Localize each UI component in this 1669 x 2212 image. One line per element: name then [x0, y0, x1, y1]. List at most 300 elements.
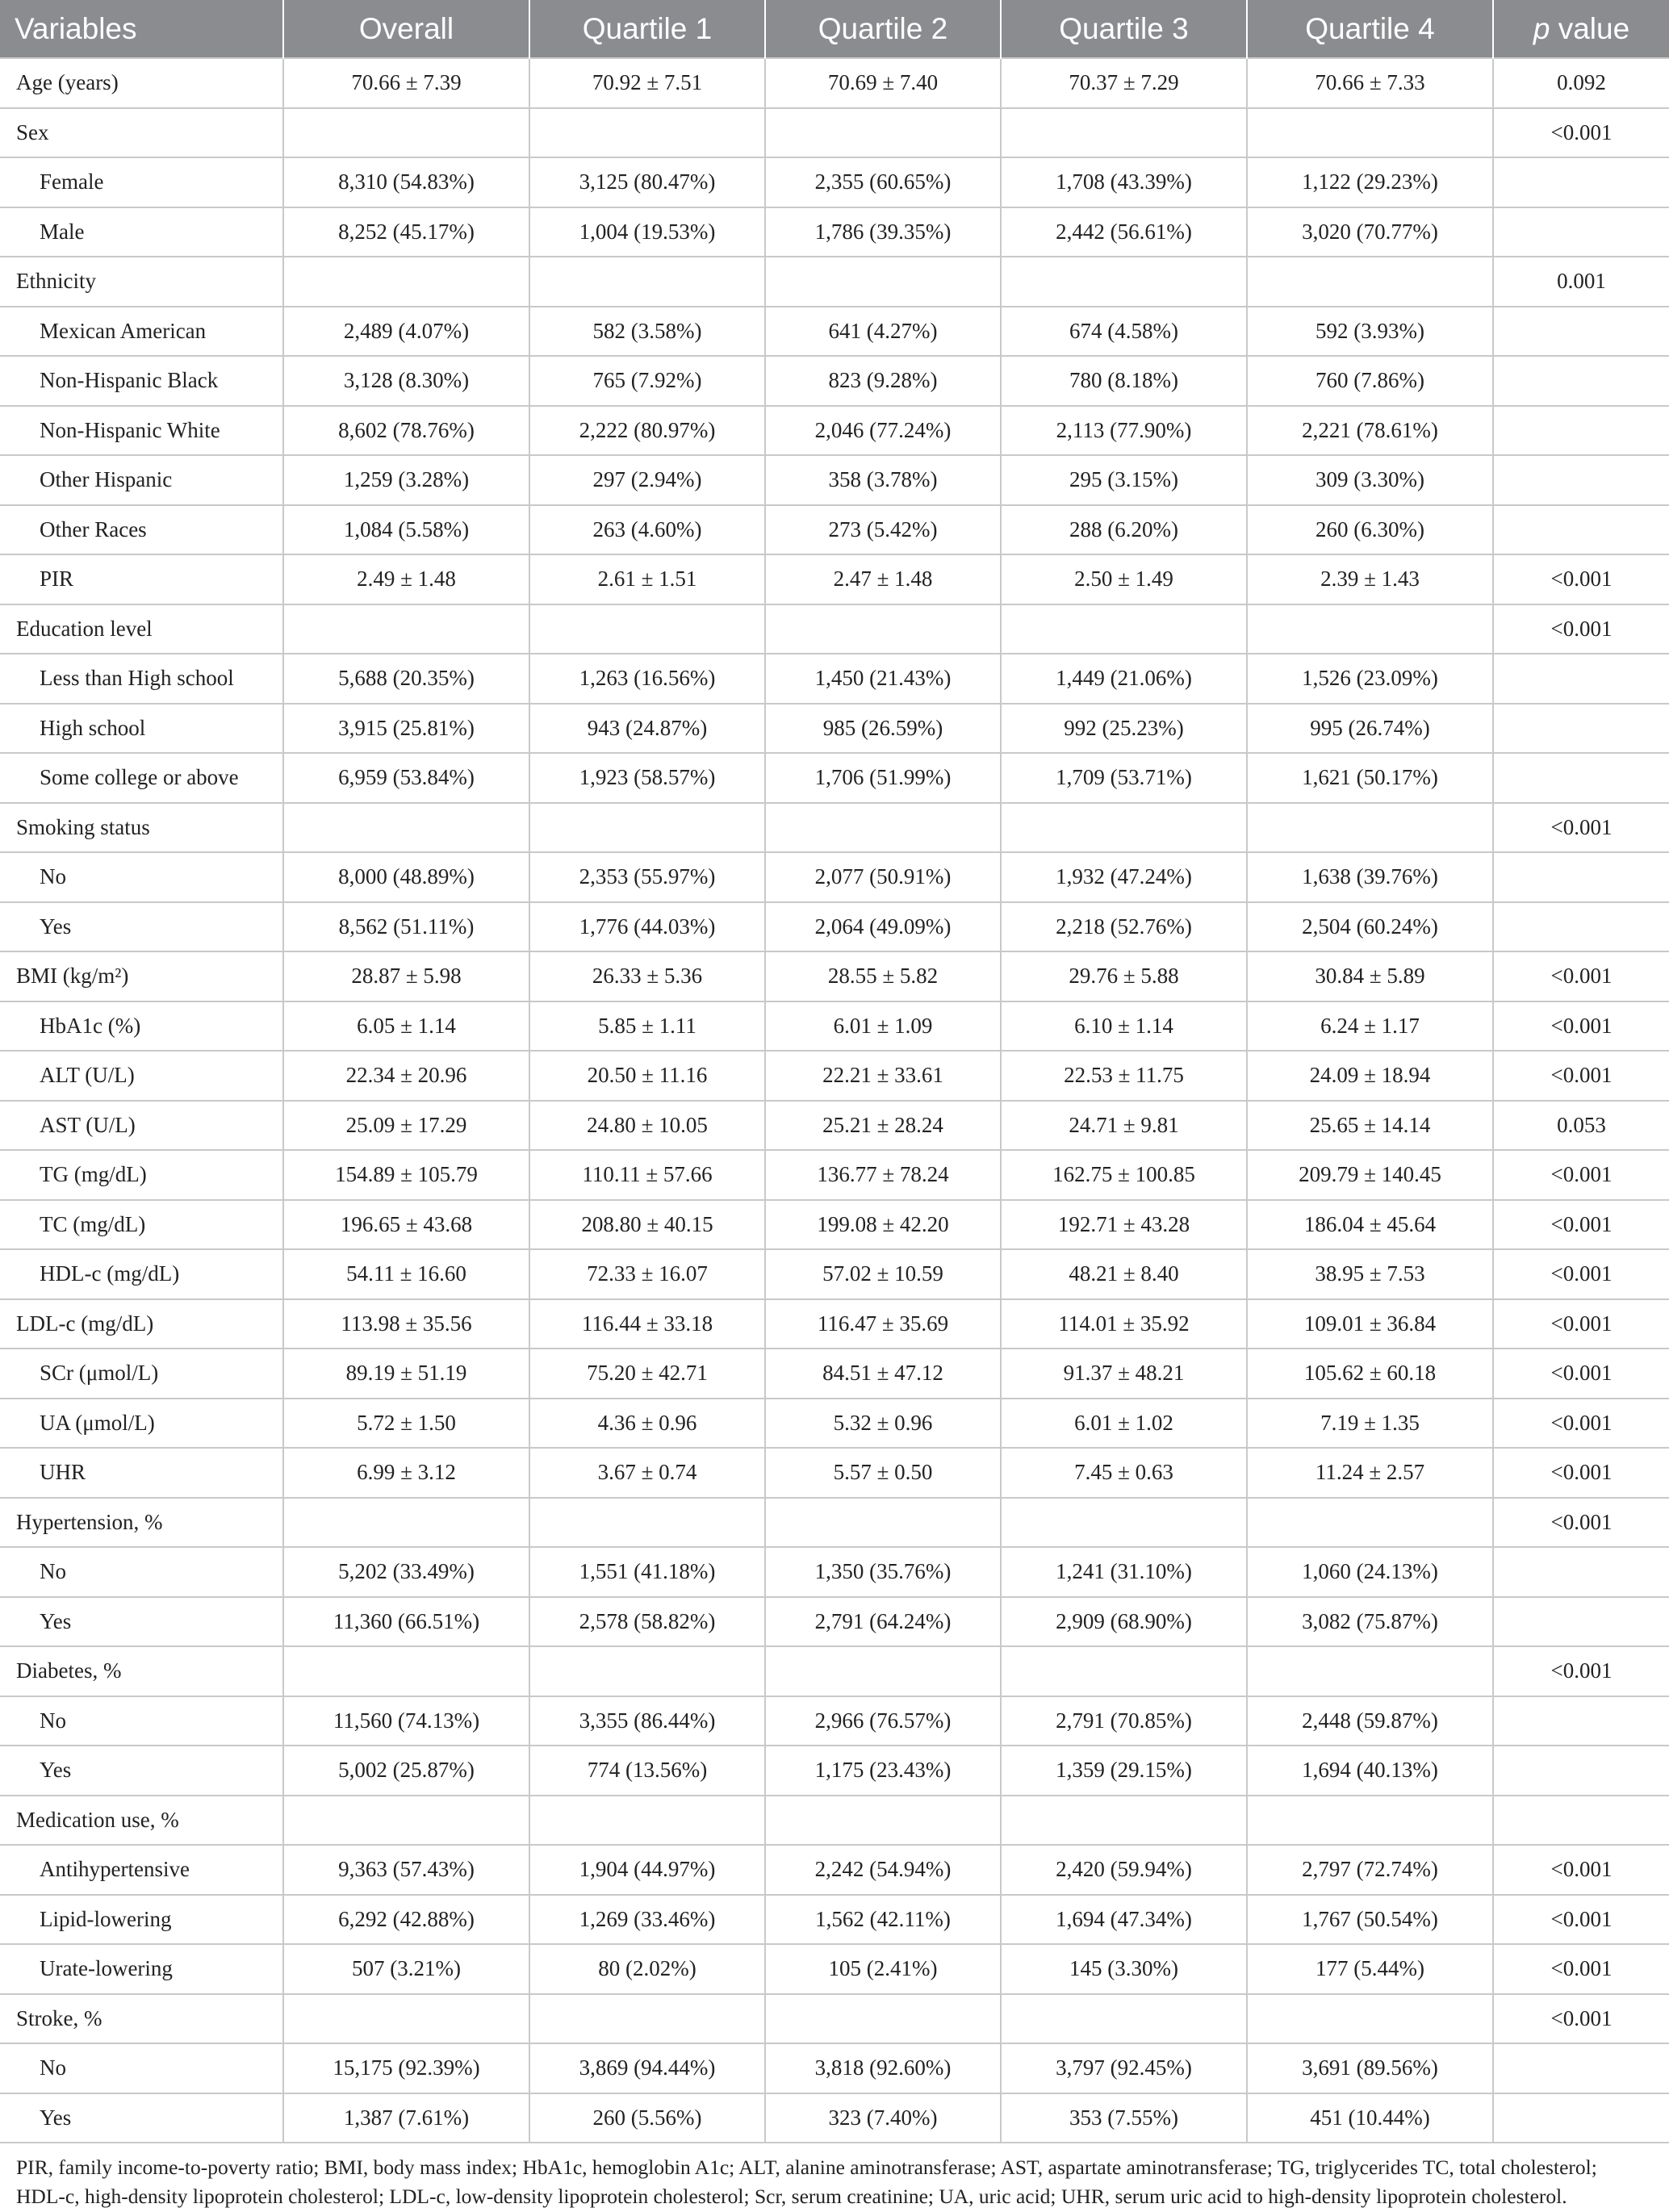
cell-quartile-1: 24.80 ± 10.05 [529, 1101, 765, 1151]
cell-overall: 8,562 (51.11%) [283, 902, 529, 952]
cell-overall: 28.87 ± 5.98 [283, 951, 529, 1001]
cell-p-value: <0.001 [1493, 1448, 1669, 1498]
cell-quartile-1 [529, 1646, 765, 1696]
table-row [0, 554, 1669, 604]
cell-quartile-4 [1247, 1994, 1493, 2044]
cell-quartile-4 [1247, 1796, 1493, 1846]
cell-p-value [1493, 1597, 1669, 1647]
cell-quartile-4: 38.95 ± 7.53 [1247, 1249, 1493, 1299]
cell-overall: 6.99 ± 3.12 [283, 1448, 529, 1498]
variable-label: AST (U/L) [0, 1101, 283, 1151]
cell-p-value [1493, 902, 1669, 952]
cell-p-value: 0.092 [1493, 58, 1669, 108]
cell-quartile-3: 192.71 ± 43.28 [1001, 1200, 1247, 1250]
header-row [0, 0, 1669, 58]
cell-quartile-4: 1,638 (39.76%) [1247, 852, 1493, 902]
cell-quartile-4 [1247, 1498, 1493, 1548]
cell-quartile-1: 1,923 (58.57%) [529, 753, 765, 803]
cell-quartile-3: 2,909 (68.90%) [1001, 1597, 1247, 1647]
header-overall: Overall [283, 0, 529, 58]
cell-quartile-4: 3,082 (75.87%) [1247, 1597, 1493, 1647]
cell-quartile-3: 2,218 (52.76%) [1001, 902, 1247, 952]
table-row [0, 1845, 1669, 1895]
cell-quartile-1: 1,904 (44.97%) [529, 1845, 765, 1895]
cell-overall [283, 1796, 529, 1846]
cell-quartile-1: 3.67 ± 0.74 [529, 1448, 765, 1498]
cell-quartile-3: 2,442 (56.61%) [1001, 207, 1247, 257]
variable-label: UHR [0, 1448, 283, 1498]
header-p-italic: p [1533, 11, 1550, 45]
cell-quartile-4 [1247, 803, 1493, 853]
variable-label: BMI (kg/m²) [0, 951, 283, 1001]
cell-overall: 3,915 (25.81%) [283, 704, 529, 754]
table-row [0, 1150, 1669, 1200]
cell-p-value: <0.001 [1493, 1150, 1669, 1200]
cell-p-value: <0.001 [1493, 604, 1669, 654]
cell-quartile-2: 3,818 (92.60%) [765, 2043, 1001, 2093]
cell-overall: 507 (3.21%) [283, 1944, 529, 1994]
cell-quartile-1: 582 (3.58%) [529, 307, 765, 357]
cell-quartile-1: 5.85 ± 1.11 [529, 1001, 765, 1052]
table-row [0, 1448, 1669, 1498]
cell-quartile-3: 992 (25.23%) [1001, 704, 1247, 754]
cell-p-value: <0.001 [1493, 1249, 1669, 1299]
variable-label: Stroke, % [0, 1994, 283, 2044]
cell-quartile-4: 1,621 (50.17%) [1247, 753, 1493, 803]
cell-quartile-3: 1,694 (47.34%) [1001, 1895, 1247, 1945]
variable-label: Female [0, 157, 283, 207]
variable-label: Ethnicity [0, 257, 283, 307]
cell-p-value [1493, 307, 1669, 357]
table-row [0, 406, 1669, 456]
cell-quartile-2: 358 (3.78%) [765, 455, 1001, 505]
cell-overall [283, 1498, 529, 1548]
cell-overall: 5,688 (20.35%) [283, 654, 529, 704]
header-p-value [1493, 0, 1669, 58]
cell-p-value [1493, 1696, 1669, 1746]
table-row [0, 1299, 1669, 1349]
cell-quartile-4: 186.04 ± 45.64 [1247, 1200, 1493, 1250]
table-row [0, 108, 1669, 158]
cell-quartile-1: 4.36 ± 0.96 [529, 1399, 765, 1449]
variable-label: Yes [0, 1746, 283, 1796]
cell-quartile-1: 3,355 (86.44%) [529, 1696, 765, 1746]
cell-quartile-2: 6.01 ± 1.09 [765, 1001, 1001, 1052]
cell-quartile-3: 3,797 (92.45%) [1001, 2043, 1247, 2093]
cell-p-value: <0.001 [1493, 951, 1669, 1001]
cell-quartile-2: 2.47 ± 1.48 [765, 554, 1001, 604]
cell-overall: 6,292 (42.88%) [283, 1895, 529, 1945]
cell-overall: 89.19 ± 51.19 [283, 1349, 529, 1399]
cell-quartile-4: 7.19 ± 1.35 [1247, 1399, 1493, 1449]
cell-overall: 1,259 (3.28%) [283, 455, 529, 505]
cell-p-value: <0.001 [1493, 1498, 1669, 1548]
cell-overall: 8,000 (48.89%) [283, 852, 529, 902]
cell-quartile-2: 70.69 ± 7.40 [765, 58, 1001, 108]
variable-label: No [0, 1547, 283, 1597]
table-row [0, 1349, 1669, 1399]
cell-overall: 6.05 ± 1.14 [283, 1001, 529, 1052]
cell-overall [283, 108, 529, 158]
header-quartile-3: Quartile 3 [1001, 0, 1247, 58]
cell-quartile-4: 70.66 ± 7.33 [1247, 58, 1493, 108]
cell-p-value: <0.001 [1493, 803, 1669, 853]
cell-quartile-2 [765, 803, 1001, 853]
cell-overall: 8,602 (78.76%) [283, 406, 529, 456]
cell-quartile-3: 2,791 (70.85%) [1001, 1696, 1247, 1746]
cell-p-value: 0.001 [1493, 257, 1669, 307]
cell-p-value [1493, 852, 1669, 902]
cell-overall: 11,560 (74.13%) [283, 1696, 529, 1746]
cell-overall: 70.66 ± 7.39 [283, 58, 529, 108]
cell-quartile-3: 780 (8.18%) [1001, 356, 1247, 406]
table-row [0, 604, 1669, 654]
table-row [0, 1696, 1669, 1746]
table-row [0, 902, 1669, 952]
footnote-line-2: HDL-c, high-density lipoprotein cholesterol; LDL-c, low-density lipoprotein cholesterol; Scr, serum creatinine; UA, uric acid; UHR, serum uric acid to high-density lipoprotein cholesterol. [16, 2185, 1567, 2208]
cell-quartile-3: 1,708 (43.39%) [1001, 157, 1247, 207]
cell-p-value: <0.001 [1493, 1001, 1669, 1052]
cell-p-value: <0.001 [1493, 108, 1669, 158]
cell-quartile-3: 162.75 ± 100.85 [1001, 1150, 1247, 1200]
cell-p-value: 0.053 [1493, 1101, 1669, 1151]
cell-quartile-1 [529, 604, 765, 654]
cell-p-value [1493, 455, 1669, 505]
variable-label: ALT (U/L) [0, 1051, 283, 1101]
cell-p-value: <0.001 [1493, 554, 1669, 604]
table-row [0, 1895, 1669, 1945]
variable-label: Yes [0, 902, 283, 952]
cell-quartile-1 [529, 257, 765, 307]
table-row [0, 1597, 1669, 1647]
cell-quartile-3: 1,241 (31.10%) [1001, 1547, 1247, 1597]
variable-label: Urate-lowering [0, 1944, 283, 1994]
cell-quartile-2: 116.47 ± 35.69 [765, 1299, 1001, 1349]
variable-label: Smoking status [0, 803, 283, 853]
cell-quartile-4: 25.65 ± 14.14 [1247, 1101, 1493, 1151]
variable-label: Lipid-lowering [0, 1895, 283, 1945]
footnote-line-1: PIR, family income-to-poverty ratio; BMI, body mass index; HbA1c, hemoglobin A1c; ALT, alanine aminotransferase; AST, aspartate aminotransferase; TG, triglycerides TC, total cholesterol; [16, 2156, 1597, 2179]
cell-quartile-4: 2.39 ± 1.43 [1247, 554, 1493, 604]
table-header [0, 0, 1669, 58]
table-row [0, 1498, 1669, 1548]
variable-label: TG (mg/dL) [0, 1150, 283, 1200]
cell-quartile-4: 3,020 (70.77%) [1247, 207, 1493, 257]
table-row [0, 1746, 1669, 1796]
variable-label: Age (years) [0, 58, 283, 108]
table-row [0, 505, 1669, 555]
variable-label: No [0, 852, 283, 902]
cell-quartile-4: 2,448 (59.87%) [1247, 1696, 1493, 1746]
cell-p-value: <0.001 [1493, 1895, 1669, 1945]
cell-quartile-4: 109.01 ± 36.84 [1247, 1299, 1493, 1349]
cell-quartile-3 [1001, 257, 1247, 307]
cell-quartile-2: 105 (2.41%) [765, 1944, 1001, 1994]
cell-overall: 8,252 (45.17%) [283, 207, 529, 257]
cell-quartile-3: 295 (3.15%) [1001, 455, 1247, 505]
cell-quartile-3: 1,359 (29.15%) [1001, 1746, 1247, 1796]
cell-quartile-1: 80 (2.02%) [529, 1944, 765, 1994]
table-row [0, 58, 1669, 108]
cell-quartile-3: 6.10 ± 1.14 [1001, 1001, 1247, 1052]
cell-quartile-4: 1,526 (23.09%) [1247, 654, 1493, 704]
cell-quartile-4: 2,797 (72.74%) [1247, 1845, 1493, 1895]
cell-quartile-4: 6.24 ± 1.17 [1247, 1001, 1493, 1052]
cell-p-value [1493, 753, 1669, 803]
cell-quartile-3 [1001, 108, 1247, 158]
table-row [0, 1547, 1669, 1597]
cell-quartile-2: 28.55 ± 5.82 [765, 951, 1001, 1001]
cell-p-value [1493, 505, 1669, 555]
cell-quartile-1: 75.20 ± 42.71 [529, 1349, 765, 1399]
variable-label: HDL-c (mg/dL) [0, 1249, 283, 1299]
cell-p-value [1493, 157, 1669, 207]
cell-quartile-2 [765, 604, 1001, 654]
table-row [0, 307, 1669, 357]
cell-quartile-2: 199.08 ± 42.20 [765, 1200, 1001, 1250]
cell-quartile-4: 760 (7.86%) [1247, 356, 1493, 406]
cell-overall [283, 803, 529, 853]
cell-quartile-2 [765, 1796, 1001, 1846]
cell-p-value [1493, 356, 1669, 406]
cell-quartile-2 [765, 257, 1001, 307]
cell-quartile-4: 1,767 (50.54%) [1247, 1895, 1493, 1945]
variable-label: Education level [0, 604, 283, 654]
cell-quartile-1 [529, 108, 765, 158]
cell-quartile-4 [1247, 257, 1493, 307]
cell-quartile-4: 1,122 (29.23%) [1247, 157, 1493, 207]
cell-quartile-3 [1001, 1498, 1247, 1548]
variable-label: High school [0, 704, 283, 754]
variable-label: Sex [0, 108, 283, 158]
cell-p-value: <0.001 [1493, 1349, 1669, 1399]
cell-quartile-1: 70.92 ± 7.51 [529, 58, 765, 108]
cell-quartile-4: 11.24 ± 2.57 [1247, 1448, 1493, 1498]
variable-label: PIR [0, 554, 283, 604]
cell-quartile-2: 1,562 (42.11%) [765, 1895, 1001, 1945]
cell-overall: 54.11 ± 16.60 [283, 1249, 529, 1299]
table-row [0, 753, 1669, 803]
cell-quartile-1: 2.61 ± 1.51 [529, 554, 765, 604]
cell-p-value [1493, 2093, 1669, 2143]
cell-quartile-1: 26.33 ± 5.36 [529, 951, 765, 1001]
cell-overall: 3,128 (8.30%) [283, 356, 529, 406]
table-row [0, 1994, 1669, 2044]
cell-overall [283, 604, 529, 654]
cell-quartile-4: 24.09 ± 18.94 [1247, 1051, 1493, 1101]
cell-quartile-1: 3,125 (80.47%) [529, 157, 765, 207]
cell-p-value: <0.001 [1493, 1299, 1669, 1349]
table-row [0, 803, 1669, 853]
cell-quartile-1 [529, 1796, 765, 1846]
cell-p-value: <0.001 [1493, 1646, 1669, 1696]
cell-p-value [1493, 1547, 1669, 1597]
cell-p-value [1493, 654, 1669, 704]
cell-quartile-2: 1,786 (39.35%) [765, 207, 1001, 257]
cell-quartile-4: 1,694 (40.13%) [1247, 1746, 1493, 1796]
cell-quartile-2: 985 (26.59%) [765, 704, 1001, 754]
variable-label: HbA1c (%) [0, 1001, 283, 1052]
variable-label: Other Races [0, 505, 283, 555]
cell-quartile-3: 288 (6.20%) [1001, 505, 1247, 555]
cell-quartile-1: 116.44 ± 33.18 [529, 1299, 765, 1349]
table-row [0, 455, 1669, 505]
cell-quartile-2: 5.32 ± 0.96 [765, 1399, 1001, 1449]
cell-quartile-1 [529, 1498, 765, 1548]
variable-label: UA (μmol/L) [0, 1399, 283, 1449]
cell-quartile-2: 1,450 (21.43%) [765, 654, 1001, 704]
table-row [0, 1001, 1669, 1052]
cell-quartile-3: 353 (7.55%) [1001, 2093, 1247, 2143]
cell-overall: 8,310 (54.83%) [283, 157, 529, 207]
cell-quartile-3: 2,113 (77.90%) [1001, 406, 1247, 456]
table-row [0, 654, 1669, 704]
cell-overall: 6,959 (53.84%) [283, 753, 529, 803]
cell-quartile-2 [765, 1498, 1001, 1548]
cell-overall: 154.89 ± 105.79 [283, 1150, 529, 1200]
cell-overall: 1,084 (5.58%) [283, 505, 529, 555]
header-p-rest: value [1550, 11, 1630, 45]
table-row [0, 1646, 1669, 1696]
cell-p-value [1493, 406, 1669, 456]
cell-overall [283, 257, 529, 307]
table-row [0, 1796, 1669, 1846]
cell-overall: 196.65 ± 43.68 [283, 1200, 529, 1250]
cell-quartile-2: 136.77 ± 78.24 [765, 1150, 1001, 1200]
table-row [0, 2093, 1669, 2143]
variable-label: Hypertension, % [0, 1498, 283, 1548]
cell-quartile-4: 177 (5.44%) [1247, 1944, 1493, 1994]
table-row [0, 1249, 1669, 1299]
cell-quartile-2: 1,175 (23.43%) [765, 1746, 1001, 1796]
variable-label: LDL-c (mg/dL) [0, 1299, 283, 1349]
cell-quartile-4: 2,221 (78.61%) [1247, 406, 1493, 456]
cell-quartile-4: 260 (6.30%) [1247, 505, 1493, 555]
cell-quartile-1: 943 (24.87%) [529, 704, 765, 754]
cell-quartile-4: 105.62 ± 60.18 [1247, 1349, 1493, 1399]
cell-quartile-1: 2,578 (58.82%) [529, 1597, 765, 1647]
cell-quartile-1: 20.50 ± 11.16 [529, 1051, 765, 1101]
cell-p-value [1493, 1796, 1669, 1846]
cell-overall: 5,002 (25.87%) [283, 1746, 529, 1796]
cell-quartile-1: 774 (13.56%) [529, 1746, 765, 1796]
variable-label: Other Hispanic [0, 455, 283, 505]
cell-p-value: <0.001 [1493, 1200, 1669, 1250]
variable-label: Medication use, % [0, 1796, 283, 1846]
cell-quartile-4: 592 (3.93%) [1247, 307, 1493, 357]
cell-quartile-3: 70.37 ± 7.29 [1001, 58, 1247, 108]
cell-quartile-3: 7.45 ± 0.63 [1001, 1448, 1247, 1498]
cell-quartile-3 [1001, 803, 1247, 853]
cell-p-value: <0.001 [1493, 1994, 1669, 2044]
table-row [0, 2043, 1669, 2093]
table-footnote [16, 2153, 1654, 2211]
header-quartile-2: Quartile 2 [765, 0, 1001, 58]
variable-label: Yes [0, 1597, 283, 1647]
cell-quartile-2: 323 (7.40%) [765, 2093, 1001, 2143]
cell-quartile-2 [765, 1994, 1001, 2044]
table-row [0, 951, 1669, 1001]
cell-quartile-3: 674 (4.58%) [1001, 307, 1247, 357]
table-row [0, 356, 1669, 406]
cell-quartile-2: 2,242 (54.94%) [765, 1845, 1001, 1895]
cell-quartile-2: 5.57 ± 0.50 [765, 1448, 1001, 1498]
cell-p-value: <0.001 [1493, 1845, 1669, 1895]
cell-p-value [1493, 207, 1669, 257]
cell-quartile-3 [1001, 1646, 1247, 1696]
cell-quartile-1: 208.80 ± 40.15 [529, 1200, 765, 1250]
cell-quartile-2: 2,966 (76.57%) [765, 1696, 1001, 1746]
cell-quartile-4: 309 (3.30%) [1247, 455, 1493, 505]
variable-label: TC (mg/dL) [0, 1200, 283, 1250]
cell-quartile-3: 114.01 ± 35.92 [1001, 1299, 1247, 1349]
cell-quartile-3: 1,709 (53.71%) [1001, 753, 1247, 803]
cell-quartile-1: 263 (4.60%) [529, 505, 765, 555]
cell-quartile-4 [1247, 604, 1493, 654]
cell-quartile-1: 1,269 (33.46%) [529, 1895, 765, 1945]
table-row [0, 1051, 1669, 1101]
cell-quartile-2: 823 (9.28%) [765, 356, 1001, 406]
cell-quartile-1: 260 (5.56%) [529, 2093, 765, 2143]
table-row [0, 852, 1669, 902]
cell-quartile-2: 25.21 ± 28.24 [765, 1101, 1001, 1151]
cell-overall: 11,360 (66.51%) [283, 1597, 529, 1647]
cell-quartile-1: 2,222 (80.97%) [529, 406, 765, 456]
table-row [0, 1200, 1669, 1250]
variable-label: Mexican American [0, 307, 283, 357]
cell-quartile-2 [765, 1646, 1001, 1696]
cell-quartile-1: 72.33 ± 16.07 [529, 1249, 765, 1299]
cell-quartile-1: 3,869 (94.44%) [529, 2043, 765, 2093]
cell-quartile-2: 2,791 (64.24%) [765, 1597, 1001, 1647]
table-row [0, 1944, 1669, 1994]
cell-quartile-2 [765, 108, 1001, 158]
variable-label: Less than High school [0, 654, 283, 704]
table-row [0, 257, 1669, 307]
cell-quartile-3: 1,932 (47.24%) [1001, 852, 1247, 902]
table-row [0, 704, 1669, 754]
cell-p-value [1493, 2043, 1669, 2093]
cell-quartile-3: 2.50 ± 1.49 [1001, 554, 1247, 604]
cell-quartile-2: 2,077 (50.91%) [765, 852, 1001, 902]
cell-quartile-3: 145 (3.30%) [1001, 1944, 1247, 1994]
cell-quartile-1 [529, 1994, 765, 2044]
cell-quartile-2: 1,350 (35.76%) [765, 1547, 1001, 1597]
cell-quartile-3: 6.01 ± 1.02 [1001, 1399, 1247, 1449]
variable-label: Non-Hispanic White [0, 406, 283, 456]
cell-quartile-2: 2,046 (77.24%) [765, 406, 1001, 456]
cell-quartile-4: 209.79 ± 140.45 [1247, 1150, 1493, 1200]
cell-p-value: <0.001 [1493, 1051, 1669, 1101]
cell-quartile-4: 30.84 ± 5.89 [1247, 951, 1493, 1001]
cell-p-value [1493, 1746, 1669, 1796]
cell-quartile-2: 57.02 ± 10.59 [765, 1249, 1001, 1299]
cell-quartile-1 [529, 803, 765, 853]
cell-overall: 1,387 (7.61%) [283, 2093, 529, 2143]
cell-quartile-1: 1,004 (19.53%) [529, 207, 765, 257]
cell-quartile-2: 2,064 (49.09%) [765, 902, 1001, 952]
cell-overall: 2.49 ± 1.48 [283, 554, 529, 604]
cell-overall: 9,363 (57.43%) [283, 1845, 529, 1895]
cell-quartile-4: 1,060 (24.13%) [1247, 1547, 1493, 1597]
cell-overall: 2,489 (4.07%) [283, 307, 529, 357]
variable-label: Yes [0, 2093, 283, 2143]
table-row [0, 1399, 1669, 1449]
cell-p-value [1493, 704, 1669, 754]
cell-quartile-3: 22.53 ± 11.75 [1001, 1051, 1247, 1101]
cell-quartile-2: 2,355 (60.65%) [765, 157, 1001, 207]
variable-label: No [0, 2043, 283, 2093]
